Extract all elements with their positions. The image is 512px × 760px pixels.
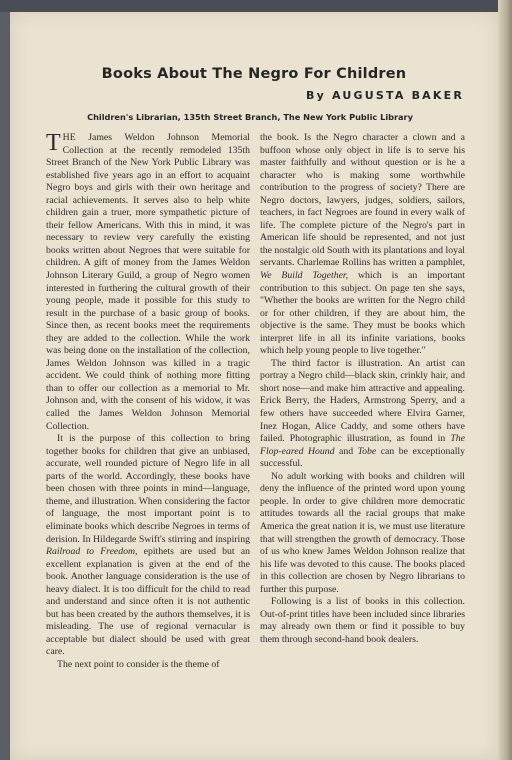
paragraph-text: Following is a list of books in this collection. Out-of-print titles have been included since libraries may already own them or find it possible to buy them through second-hand book dealers.: [260, 596, 465, 645]
scan-background-right: [498, 0, 512, 760]
book-title: Tobe: [357, 445, 377, 457]
scan-background-top: [0, 0, 512, 12]
paragraph-text: can be exceptionally successful.: [260, 445, 465, 470]
paragraph: [260, 358, 465, 471]
paragraph-text: epithets are used but an excellent explanation is given at the end of the book. Another language consideration is the use of heavy dialect. It is too difficult for the child to read and understand and since often it is not authentic but has been created by the authors themselves, it is misleading. The use of regional vernacular is acceptable but dialect should be used with great care.: [46, 546, 250, 658]
paragraph: [46, 132, 250, 433]
article-byline: By AUGUSTA BAKER: [306, 89, 464, 102]
drop-cap: T: [46, 130, 61, 156]
paragraph: [260, 132, 465, 358]
book-title: Railroad to Freedom,: [46, 546, 138, 558]
paragraph: [260, 471, 465, 596]
article-title: Books About The Negro For Children: [101, 66, 407, 82]
book-title: The Flop-eared Hound: [260, 433, 465, 457]
right-column: [260, 132, 465, 646]
paragraph-text: The third factor is illustration. An artist can portray a Negro child—black skin, crinkly hair, and short nose—and make him attractive and appealing. Erick Berry, the Haders, Armstrong Sperry, and a few others have succeeded where Elvira Garner, Inez Hogan, Alice Caddy, and some others have failed. Photographic illustration, as found in: [260, 357, 465, 445]
author-affiliation: Children's Librarian, 135th Street Branch, The New York Public Library: [87, 112, 413, 122]
paragraph-text: the book. Is the Negro character a clown and a buffoon whose only object in life is to serve his master faithfully and without question or is he a character who is making some worthwhile contribution to the progress of society? There are Negro doctors, lawyers, judges, soldiers, sailors, teachers, in fact Negroes are found in every walk of life. The complete picture of the Negro's part in American life should be represented, and not just the nostalgic old South with its plantations and loyal servants. Charlemae Rollins has written a pamphlet,: [260, 132, 465, 269]
paragraph-text: No adult working with books and children will deny the influence of the printed word upon young people. In order to give children more democratic attitudes towards all the racial groups that make America the great nation it is, we must use literature that will strengthen the growth of democracy. Those of us who knew James Weldon Johnson realize that his life was devoted to this cause. The books placed in this collection are chosen by Negro librarians to further this purpose.: [260, 470, 465, 595]
paragraph-text: HE James Weldon Johnson Memorial Collection at the recently remodeled 135th Street Branch of the New York Public Library was established five years ago in an effort to acquaint Negro boys and girls with their own heritage and racial achievements. It serves also to help white children gain a truer, more sympathetic picture of their fellow Americans. With this in mind, it was necessary to review very carefully the existing books written about Negroes that were suitable for children. A gift of money from the James Weldon Johnson Literary Guild, a group of Negro women interested in furthering the cultural growth of their young people, made it possible for this study to result in the purchase of a basic group of books. Since then, as recent books meet the requirements they are added to the collection. While the work was being done on the installation of the collection, James Weldon Johnson was killed in a tragic accident. We could think of nothing more fitting than to offer our collection as a memorial to Mr. Johnson and, with the consent of his widow, it was called the James Weldon Johnson Memorial Collection.: [46, 132, 250, 432]
paragraph-text: and: [334, 445, 358, 457]
book-title: We Build Together,: [260, 270, 349, 282]
paragraph-text: It is the purpose of this collection to bring together books for children that give an unbiased, accurate, well rounded picture of Negro life in all parts of the world. Accordingly, these books have been chosen with three points in mind—language, theme, and illustration. When considering the factor of language, the most important point is to eliminate books which describe Negroes in terms of derision. In Hildegarde Swift's stirring and inspiring: [46, 433, 250, 545]
left-column: [46, 132, 250, 672]
paragraph: [46, 659, 250, 672]
paragraph: [46, 433, 250, 659]
paragraph-text: The next point to consider is the theme of: [57, 658, 220, 670]
paragraph-text: which is an important contribution to this subject. On page ten she says, "Whether the books are written for the Negro child or for other children, if they are about him, the objective is the same. They must be books which interpret life in all its infinite variations, books which help young people to live together.": [260, 270, 465, 357]
paragraph: [260, 596, 465, 646]
